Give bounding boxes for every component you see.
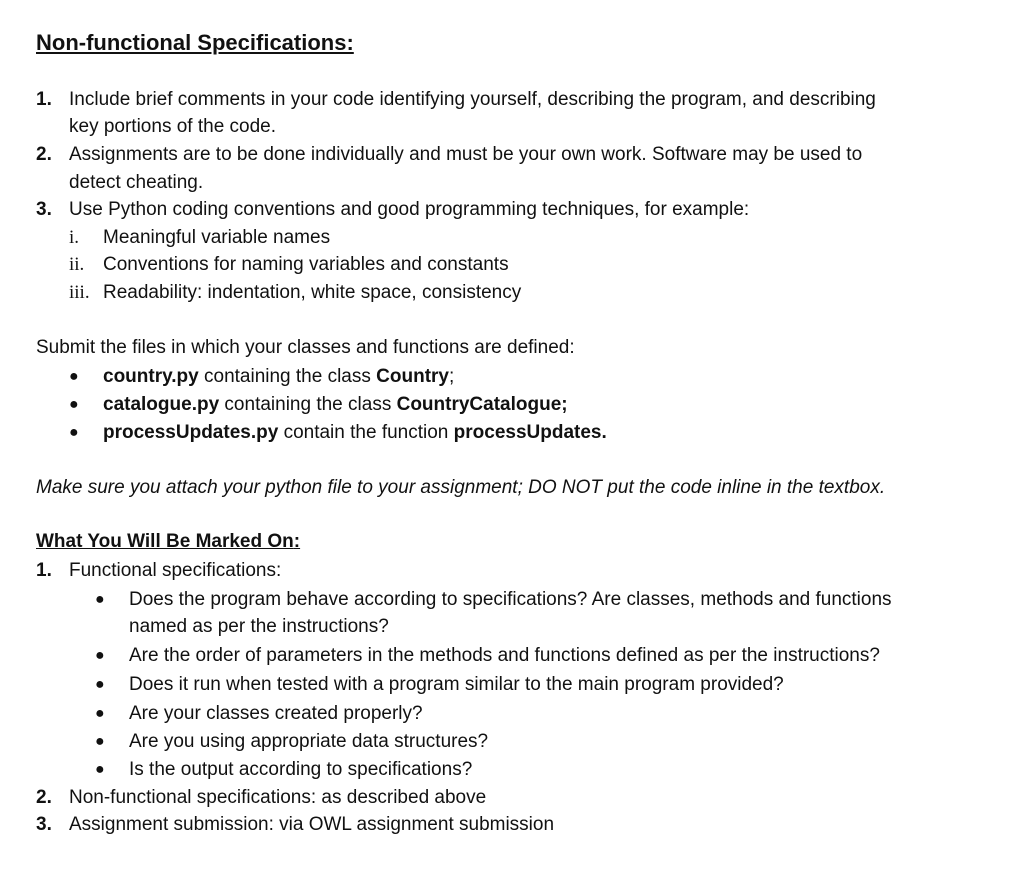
list-text: Use Python coding conventions and good programming techniques, for example: [69, 199, 750, 220]
list-number: 1. [36, 560, 52, 581]
submit-intro-text: Submit the files in which your classes and functions are defined: [36, 337, 575, 358]
criteria-text: Are your classes created properly? [129, 703, 423, 724]
list-number: 2. [36, 144, 52, 165]
list-text: key portions of the code. [69, 116, 277, 137]
bullet-icon: ● [69, 396, 79, 413]
list-number: 2. [36, 787, 52, 808]
roman-text: Conventions for naming variables and constants [103, 254, 509, 275]
roman-number: iii. [69, 282, 90, 303]
roman-text: Meaningful variable names [103, 227, 331, 248]
bullet-icon: ● [95, 676, 105, 693]
bullet-icon: ● [95, 705, 105, 722]
list-text: Assignments are to be done individually and must be your own work. Software may be used to [69, 144, 863, 165]
roman-number: ii. [69, 254, 85, 275]
file-desc: containing the class [219, 394, 397, 415]
bullet-icon: ● [95, 591, 105, 608]
class-name: Country [376, 366, 449, 387]
section-heading [36, 531, 300, 553]
class-name: CountryCatalogue; [396, 394, 568, 415]
file-text [103, 421, 607, 445]
list-text: Include brief comments in your code identifying yourself, describing the program, and describing [69, 89, 876, 110]
criteria-text: Is the output according to specifications? [129, 759, 473, 780]
roman-number: i. [69, 227, 80, 248]
bullet-icon: ● [95, 647, 105, 664]
bullet-icon: ● [69, 368, 79, 385]
file-name: catalogue.py [103, 394, 220, 415]
list-number: 3. [36, 199, 52, 220]
file-name: processUpdates.py [103, 422, 279, 443]
list-text: Non-functional specifications: as described above [69, 787, 487, 808]
file-desc: containing the class [198, 366, 377, 387]
criteria-text: Are you using appropriate data structures? [129, 731, 489, 752]
roman-text: Readability: indentation, white space, consistency [103, 282, 522, 303]
criteria-text: Are the order of parameters in the methods and functions defined as per the instructions? [129, 645, 880, 666]
bullet-icon: ● [69, 424, 79, 441]
attach-note-text: Make sure you attach your python file to your assignment; DO NOT put the code inline in the textbox. [36, 477, 886, 498]
criteria-text: named as per the instructions? [129, 616, 389, 637]
bullet-icon: ● [95, 733, 105, 750]
list-number: 3. [36, 814, 52, 835]
list-number: 1. [36, 89, 52, 110]
bullet-icon: ● [95, 761, 105, 778]
file-text [103, 393, 568, 417]
list-text: Assignment submission: via OWL assignment submission [69, 814, 555, 835]
list-text: Functional specifications: [69, 560, 282, 581]
file-name: country.py [103, 366, 199, 387]
criteria-text: Does the program behave according to specifications? Are classes, methods and functions [129, 589, 892, 610]
section-heading-colon: : [293, 531, 301, 552]
page-title: Non-functional Specifications: [36, 30, 354, 55]
criteria-text: Does it run when tested with a program similar to the main program provided? [129, 674, 784, 695]
file-end: ; [449, 366, 455, 387]
list-text: detect cheating. [69, 172, 204, 193]
file-desc: contain the function [278, 422, 454, 443]
section-heading-text: What You Will Be Marked On [36, 531, 294, 552]
function-name: processUpdates. [453, 422, 607, 443]
file-text [103, 365, 454, 389]
